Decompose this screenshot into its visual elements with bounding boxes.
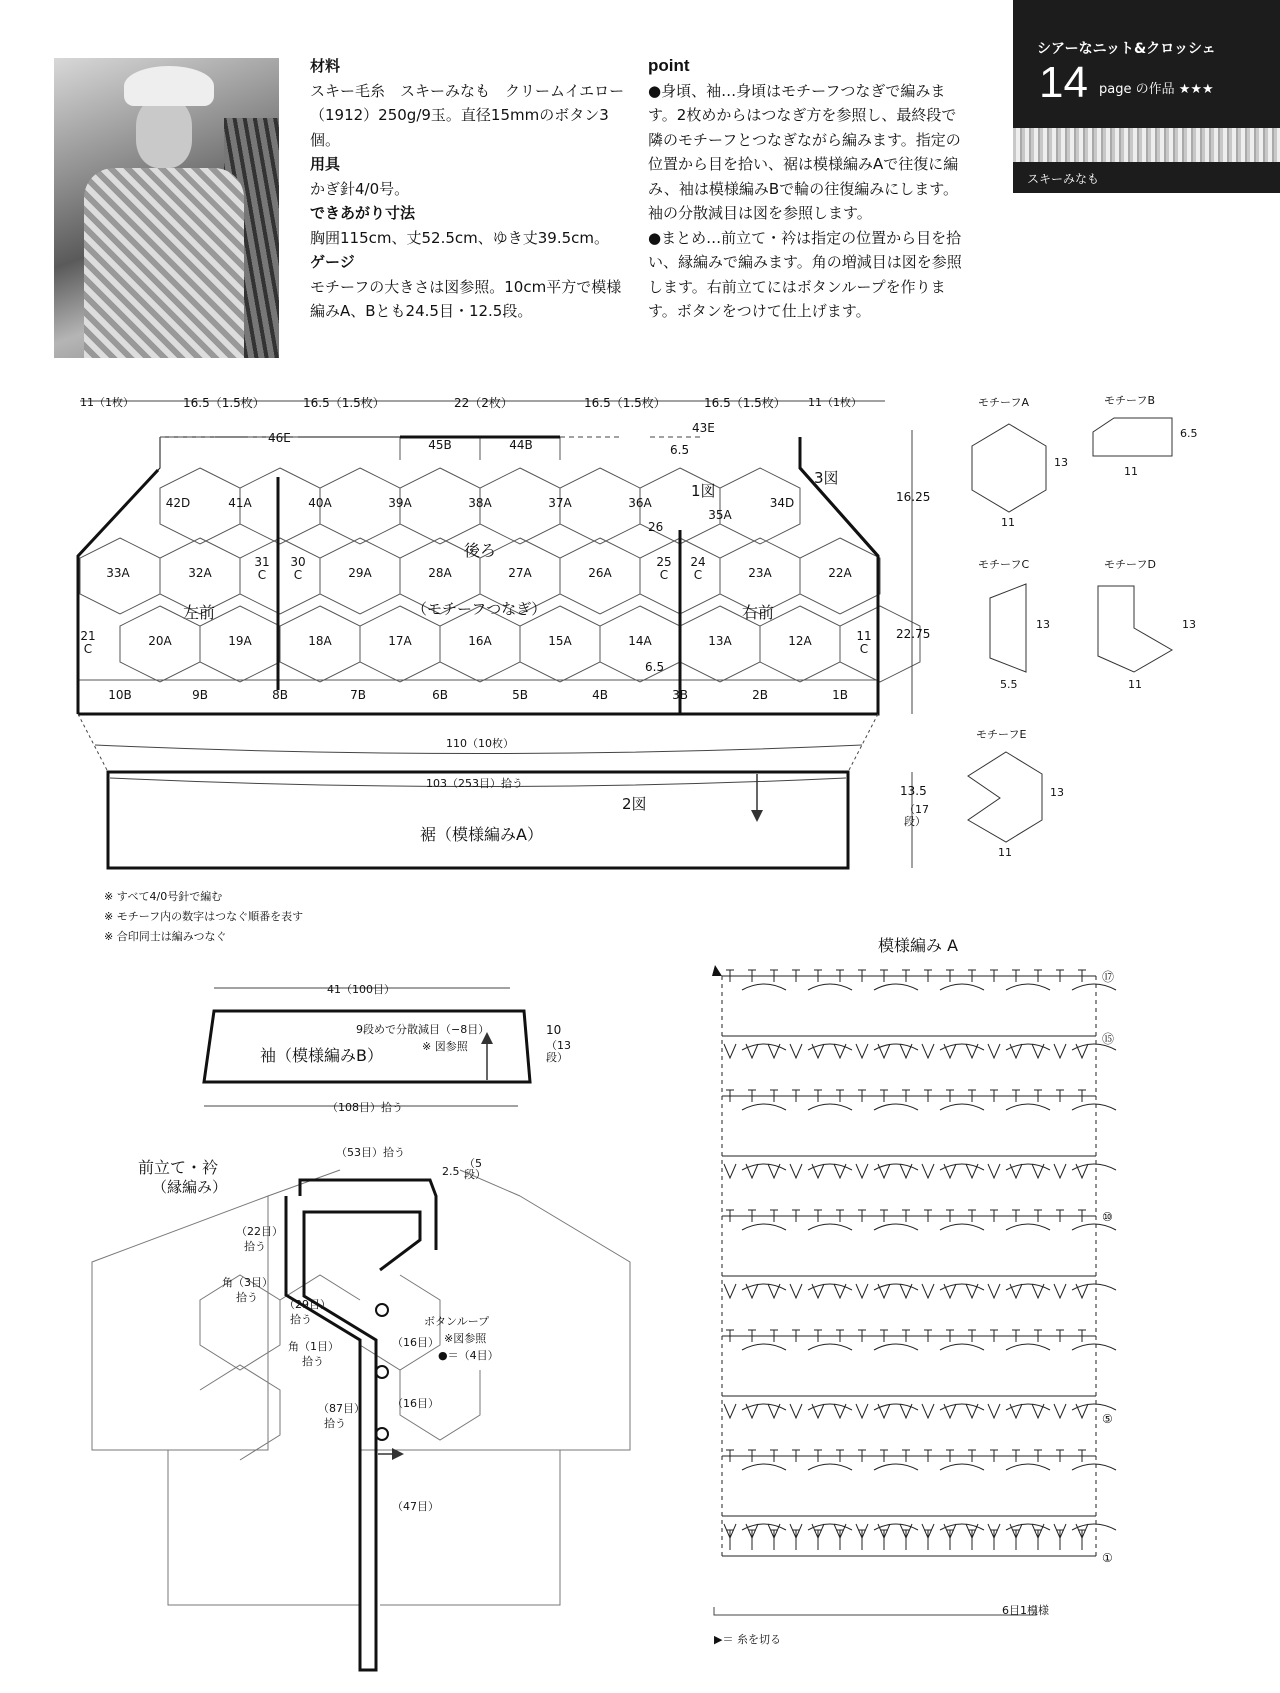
- motif-number: 41A: [228, 496, 252, 510]
- motif-e-shape: [968, 752, 1042, 842]
- dim-43e: 43E: [692, 421, 715, 435]
- hem-label: 裾（模様編みA）: [420, 825, 543, 844]
- motif-number: 23A: [748, 566, 772, 580]
- tools-heading: 用具: [310, 155, 341, 173]
- motif-e-width: 11: [998, 846, 1012, 859]
- top-dim-3: 16.5（1.5枚）: [303, 396, 385, 410]
- motif-number: 19A: [228, 634, 252, 648]
- button-loop-2: [376, 1366, 388, 1378]
- band-87-pick: 拾う: [324, 1417, 346, 1430]
- tools-text: かぎ針4/0号。: [310, 179, 410, 198]
- motif-number: 30 C: [290, 555, 306, 582]
- motif-b-label: モチーフB: [1104, 394, 1155, 407]
- width-103: 103（253目）拾う: [426, 777, 523, 790]
- band-47: （47目）: [392, 1500, 439, 1513]
- band-corner-1-pick: 拾う: [302, 1355, 324, 1368]
- motif-number: 33A: [106, 566, 130, 580]
- width-110: 110（10枚）: [446, 737, 514, 750]
- motif-number: 17A: [388, 634, 412, 648]
- motif-d-label: モチーフD: [1104, 558, 1156, 571]
- motif-number: 2B: [752, 688, 768, 702]
- motif-d-height: 13: [1182, 618, 1196, 631]
- motif-number: 45B: [428, 438, 452, 452]
- motif-number: 10B: [108, 688, 132, 702]
- motif-number: 38A: [468, 496, 492, 510]
- front-band-sub: （縁編み）: [152, 1178, 228, 1196]
- row-10: ⑩: [1102, 1210, 1113, 1224]
- button-loop-eq: ●＝（4目）: [438, 1349, 499, 1362]
- motif-number: 8B: [272, 688, 288, 702]
- right-front-label: 右前: [742, 603, 775, 622]
- front-band-bold: [286, 1196, 420, 1670]
- motif-number: 24 C: [690, 555, 706, 582]
- band-corner-3-pick: 拾う: [236, 1291, 258, 1304]
- pattern-a-title: 模様編み A: [878, 936, 959, 955]
- motif-c-width: 5.5: [1000, 678, 1018, 691]
- motif-number: 20A: [148, 634, 172, 648]
- back-sub-label: （モチーフつなぎ）: [412, 600, 547, 618]
- motif-c-shape: [990, 584, 1026, 672]
- point-finish: ●まとめ…前立て・衿は指定の位置から目を拾い、縁編みで編みます。角の増減目は図を参照します。右前立てにはボタンループを作ります。ボタンをつけて仕上げます。: [648, 228, 962, 320]
- point-heading: point: [648, 56, 690, 75]
- gauge-heading: ゲージ: [310, 253, 355, 271]
- motif-number: 32A: [188, 566, 212, 580]
- gauge-text: モチーフの大きさは図参照。10cm平方で模様編みA、Bとも24.5目・12.5段。: [310, 277, 622, 320]
- note-2: ※ モチーフ内の数字はつなぐ順番を表す: [104, 910, 304, 923]
- band-2-5: 2.5: [442, 1165, 460, 1178]
- motif-number: 9B: [192, 688, 208, 702]
- back-label: 後ろ: [464, 541, 497, 560]
- row-5: ⑤: [1102, 1412, 1113, 1426]
- motif-b-width: 11: [1124, 465, 1138, 478]
- row-15: ⑮: [1102, 1032, 1115, 1046]
- stitch-chart: [722, 970, 1116, 1556]
- motif-number: 14A: [628, 634, 652, 648]
- motif-e-height: 13: [1050, 786, 1064, 799]
- size-heading: できあがり寸法: [310, 204, 416, 222]
- motif-a-label: モチーフA: [978, 396, 1029, 409]
- band-87: （87目）: [318, 1402, 365, 1415]
- cut-yarn-legend: ▶＝ 糸を切る: [714, 1633, 781, 1646]
- band-29-pick: 拾う: [290, 1313, 312, 1326]
- motif-number: 21 C: [80, 629, 96, 656]
- motif-c-height: 13: [1036, 618, 1050, 631]
- pattern-repeat: 6目1模様: [1002, 1604, 1049, 1617]
- motif-number: 26A: [588, 566, 612, 580]
- motif-number: 28A: [428, 566, 452, 580]
- tag-number: 14: [1039, 58, 1088, 107]
- motif-d-width: 11: [1128, 678, 1142, 691]
- size-text: 胸囲115cm、丈52.5cm、ゆき丈39.5cm。: [310, 228, 610, 247]
- figure-3-label: 3図: [814, 469, 839, 487]
- motif-number: 42D: [165, 496, 191, 510]
- button-loop-label: ボタンループ: [424, 1315, 490, 1328]
- sleeve-bottom: （108目）拾う: [327, 1101, 403, 1114]
- motif-number: 35A: [708, 508, 732, 522]
- dim-6-5-bottom: 6.5: [645, 660, 665, 674]
- motif-number: 3B: [672, 688, 688, 702]
- motif-number: 6B: [432, 688, 448, 702]
- top-dim-1: 11（1枚）: [80, 396, 134, 409]
- dim-46e: 46E: [268, 431, 291, 445]
- left-front-outline: [78, 470, 158, 714]
- tag-title: シアーなニット&クロッシェ: [1037, 41, 1216, 57]
- materials-heading: 材料: [310, 57, 341, 75]
- dim-6-5-top: 6.5: [670, 443, 690, 457]
- button-loop-3: [376, 1428, 388, 1440]
- band-22: （22目）: [236, 1225, 283, 1238]
- figure-1-label: 1図: [691, 482, 716, 500]
- motif-e-label: モチーフE: [976, 728, 1027, 741]
- motif-number: 4B: [592, 688, 608, 702]
- motif-a-height: 13: [1054, 456, 1068, 469]
- height-22-75: 22.75: [896, 627, 931, 641]
- band-22-pick: 拾う: [244, 1240, 266, 1253]
- band-29: （29目）: [284, 1298, 331, 1311]
- sleeve-ref: ※ 図参照: [422, 1040, 468, 1053]
- sleeve-height: 10: [546, 1023, 562, 1037]
- motif-number: 7B: [350, 688, 366, 702]
- top-dim-4: 22（2枚）: [454, 396, 513, 410]
- dim-26: 26: [648, 520, 664, 534]
- motif-a-width: 11: [1001, 516, 1015, 529]
- motif-b-shape: [1093, 418, 1172, 456]
- motif-number: 15A: [548, 634, 572, 648]
- figure-2-label: 2図: [622, 795, 647, 813]
- motif-number: 27A: [508, 566, 532, 580]
- motif-number: 16A: [468, 634, 492, 648]
- sleeve-label: 袖（模様編みB）: [260, 1046, 383, 1065]
- motif-number: 1B: [832, 688, 848, 702]
- motif-number: 22A: [828, 566, 852, 580]
- motif-b-height: 6.5: [1180, 427, 1198, 440]
- top-dim-6: 16.5（1.5枚）: [704, 396, 786, 410]
- motif-number: 34D: [769, 496, 795, 510]
- start-marker-icon: [712, 965, 722, 976]
- motif-number: 5B: [512, 688, 528, 702]
- sleeve-rows: （13段）: [546, 1039, 571, 1064]
- hem-rows: （17段）: [904, 803, 929, 828]
- top-dim-2: 16.5（1.5枚）: [183, 396, 265, 410]
- top-dim-7: 11（1枚）: [808, 396, 862, 409]
- motif-number: 13A: [708, 634, 732, 648]
- motif-c-label: モチーフC: [978, 558, 1030, 571]
- note-1: ※ すべて4/0号針で編む: [104, 890, 223, 903]
- materials-yarn: スキー毛糸 スキーみなも クリームイエロー（1912）250g/9玉。直径15mmのボタン3個。: [310, 81, 625, 149]
- motif-number: 12A: [788, 634, 812, 648]
- motif-a-shape: [972, 424, 1046, 512]
- motif-number: 39A: [388, 496, 412, 510]
- band-16a: （16目）: [392, 1336, 439, 1349]
- motif-number: 25 C: [656, 555, 672, 582]
- point-body: ●身頃、袖…身頃はモチーフつなぎで編みます。2枚めからはつなぎ方を参照し、最終段で隣のモチーフとつなぎながら編みます。指定の位置から目を拾い、裾は模様編みAで往復に編み、袖は模様編みBで輪の往復編みにします。袖の分散減目は図を参照します。: [648, 81, 961, 222]
- motif-number: 18A: [308, 634, 332, 648]
- button-loop-ref: ※図参照: [444, 1332, 487, 1345]
- motif-d-shape: [1098, 586, 1172, 672]
- band-corner-1: 角（1目）: [288, 1340, 339, 1353]
- height-16-25: 16.25: [896, 490, 931, 504]
- left-front-label: 左前: [183, 603, 216, 622]
- tag-subtitle: スキーみなも: [1027, 172, 1100, 186]
- sleeve-width: 41（100目）: [327, 983, 395, 996]
- sleeve-decrease: 9段めで分散減目（−8目）: [356, 1023, 490, 1036]
- motif-number: 11 C: [856, 629, 872, 656]
- band-53: （53目）拾う: [336, 1146, 405, 1159]
- row-1: ①: [1102, 1551, 1113, 1565]
- motif-number: 29A: [348, 566, 372, 580]
- motif-number: 31 C: [254, 555, 270, 582]
- band-16b: （16目）: [392, 1397, 439, 1410]
- motif-number: 36A: [628, 496, 652, 510]
- row-17: ⑰: [1102, 970, 1115, 984]
- motif-number: 44B: [509, 438, 533, 452]
- motif-number: 37A: [548, 496, 572, 510]
- button-loop-1: [376, 1304, 388, 1316]
- motif-number: 40A: [308, 496, 332, 510]
- hem-height: 13.5: [900, 784, 927, 798]
- note-3: ※ 合印同士は編みつなぐ: [104, 930, 227, 943]
- band-corner-3: 角（3目）: [222, 1276, 273, 1289]
- top-dim-5: 16.5（1.5枚）: [584, 396, 666, 410]
- band-5rows: （5段）: [464, 1157, 486, 1181]
- front-band-title: 前立て・衿: [138, 1158, 219, 1177]
- tag-page: page の作品 ★★★: [1099, 82, 1214, 97]
